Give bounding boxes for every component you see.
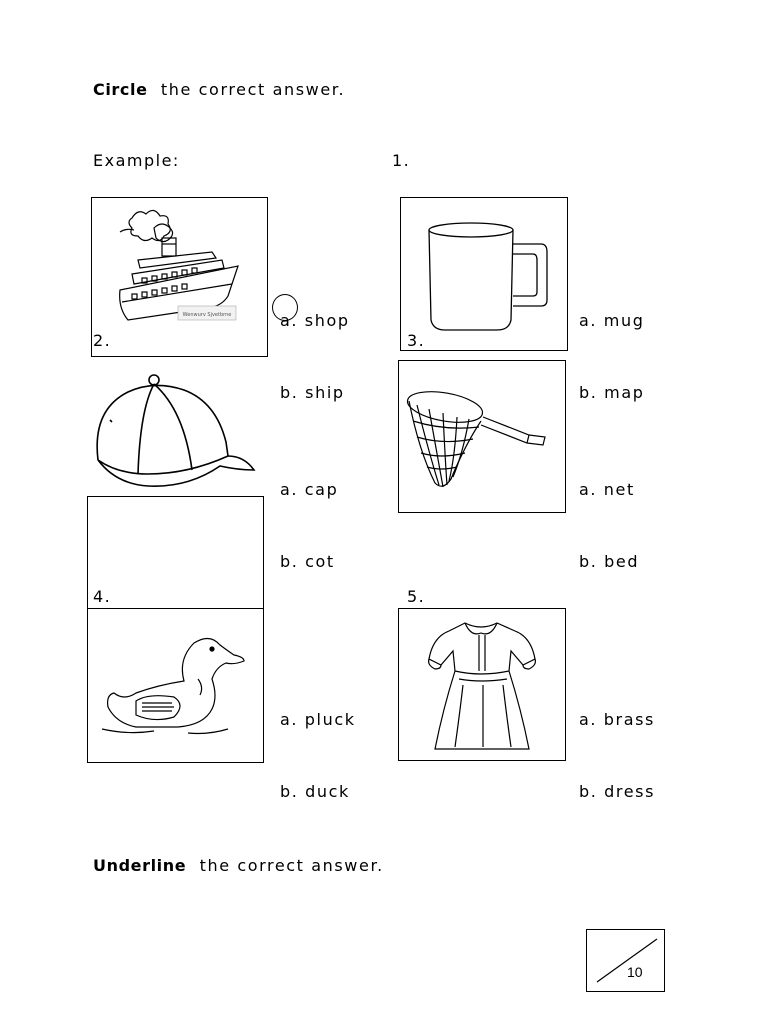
option-a[interactable]: a. mug: [579, 311, 645, 330]
option-a[interactable]: a. cap: [280, 480, 339, 499]
option-b[interactable]: b. ship: [280, 383, 345, 402]
ship-illustration: [92, 198, 267, 356]
dress-picture-frame: [398, 608, 566, 761]
duck-illustration: [88, 609, 263, 762]
cap-illustration: [88, 370, 260, 494]
image-caption: Wenwurv Sjvetbrne: [182, 312, 232, 318]
instruction-text: the correct answer.: [199, 856, 384, 875]
cap-picture: [88, 370, 260, 494]
question-4-label: 4.: [93, 587, 112, 606]
question-5-options: [579, 660, 655, 828]
question-3-options: [579, 430, 639, 598]
answer-circle-mark: [272, 294, 298, 321]
option-a[interactable]: a. net: [579, 480, 635, 499]
underline-instruction: [93, 856, 384, 875]
question-5-label: 5.: [407, 587, 426, 606]
dress-illustration: [399, 609, 565, 760]
question-2-label: 2.: [93, 331, 112, 350]
circle-instruction: [93, 80, 345, 99]
question-4-options: [280, 660, 356, 828]
option-b[interactable]: b. map: [579, 383, 645, 402]
question-2-options: [280, 430, 338, 598]
option-a[interactable]: a. shop: [280, 311, 350, 330]
question-1-label: 1.: [392, 151, 411, 170]
option-b[interactable]: b. dress: [579, 782, 656, 801]
mug-illustration: [401, 198, 567, 350]
option-b[interactable]: b. duck: [280, 782, 350, 801]
ship-picture-frame: [91, 197, 268, 357]
example-label: Example:: [93, 151, 180, 170]
example-options: [280, 261, 350, 429]
option-a[interactable]: a. pluck: [280, 710, 356, 729]
option-b[interactable]: b. cot: [280, 552, 335, 571]
option-b[interactable]: b. bed: [579, 552, 640, 571]
instruction-keyword: Underline: [93, 856, 187, 875]
question-1-options: [579, 261, 645, 429]
question-3-label: 3.: [407, 331, 426, 350]
score-box: [586, 929, 665, 992]
duck-picture-frame: [87, 608, 264, 763]
net-illustration: [399, 361, 565, 512]
option-a[interactable]: a. brass: [579, 710, 655, 729]
instruction-text: the correct answer.: [160, 80, 346, 99]
score-total: 10: [627, 964, 643, 980]
empty-picture-frame: [87, 496, 264, 611]
score-divider: [587, 930, 664, 991]
mug-picture-frame: [400, 197, 568, 351]
net-picture-frame: [398, 360, 566, 513]
instruction-keyword: Circle: [93, 80, 148, 99]
